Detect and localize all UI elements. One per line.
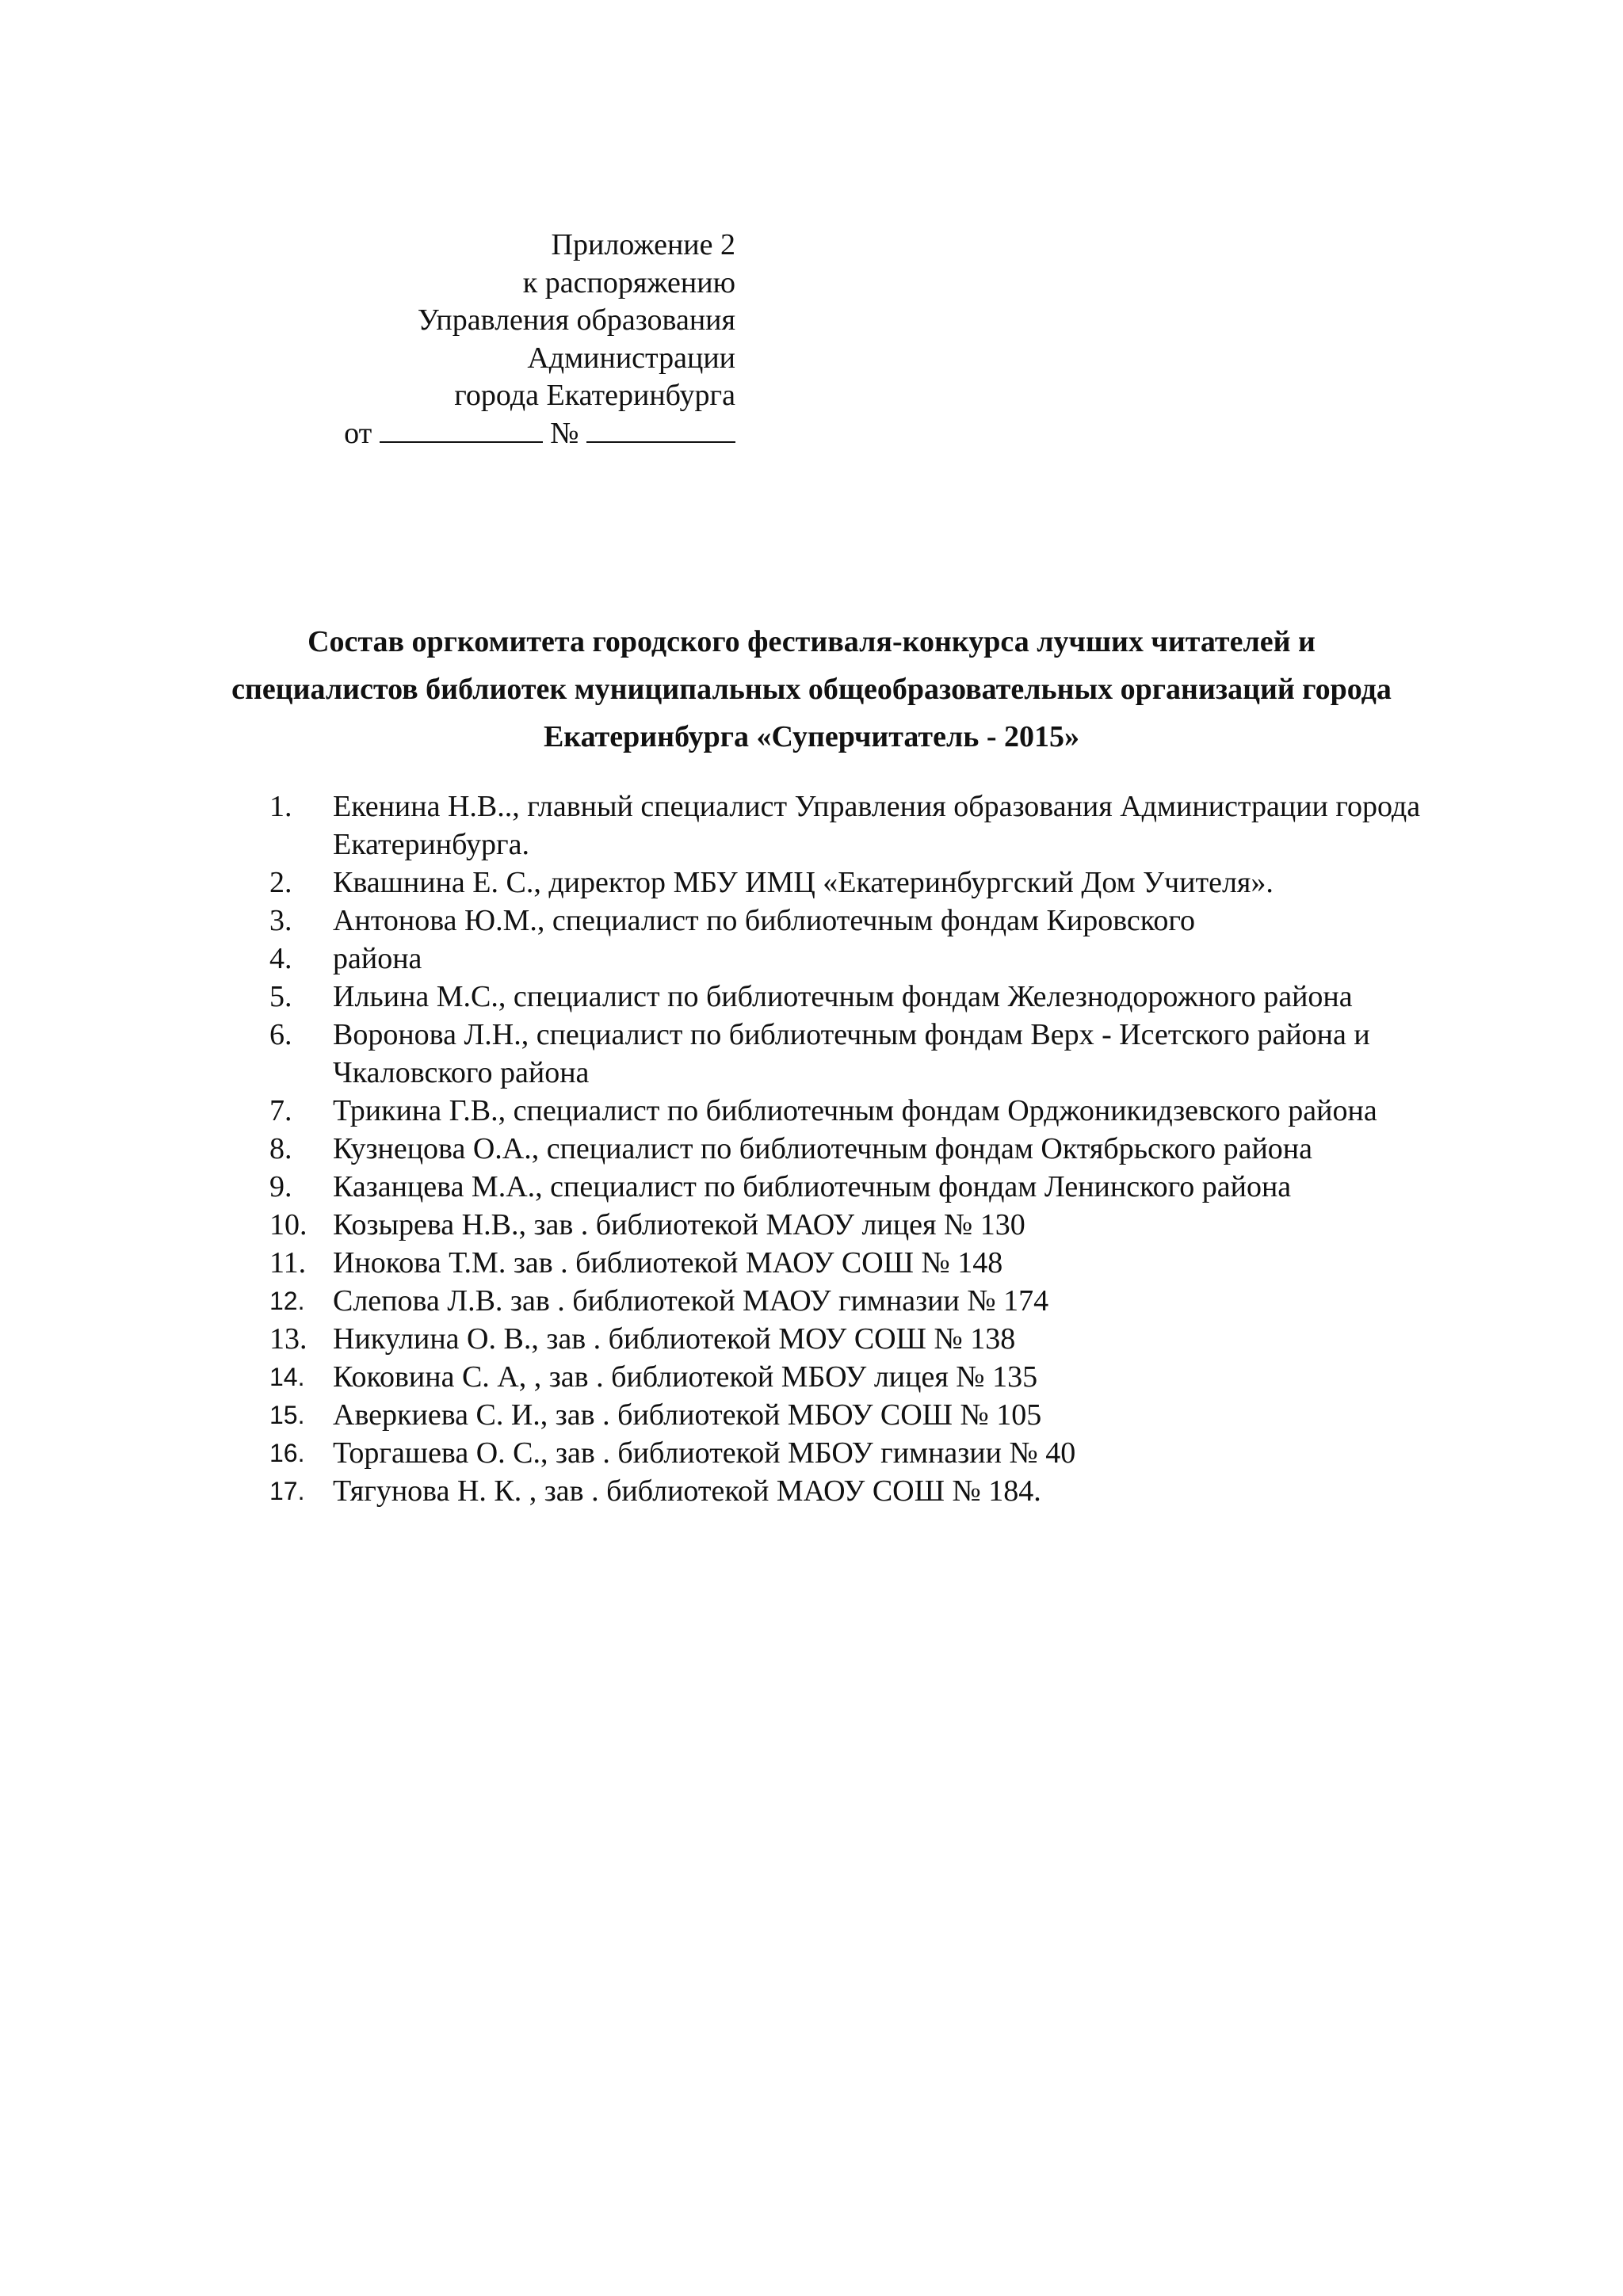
list-item bbox=[269, 1472, 1506, 1510]
item-number: 7. bbox=[269, 1094, 292, 1127]
item-text: Никулина О. В., зав . библиотекой МОУ СОШ № 138 bbox=[333, 1322, 1016, 1356]
list-item bbox=[269, 1396, 1506, 1434]
item-text: Антонова Ю.М., специалист по библиотечным фондам Кировского bbox=[333, 904, 1195, 937]
list-item bbox=[269, 1016, 1506, 1092]
item-number: 17. bbox=[269, 1477, 305, 1505]
appendix-department: Управления образования bbox=[417, 303, 735, 337]
item-number: 8. bbox=[269, 1132, 292, 1165]
item-text: Кузнецова О.А., специалист по библиотечным фондам Октябрьского района bbox=[333, 1132, 1312, 1165]
item-text: Екенина Н.В.., главный специалист Управления образования Администрации города Екатеринбурга. bbox=[333, 790, 1421, 861]
appendix-order-ref: к распоряжению bbox=[522, 265, 735, 299]
item-number: 13. bbox=[269, 1322, 307, 1356]
item-text: Ильина М.С., специалист по библиотечным фондам Железнодорожного района bbox=[333, 980, 1353, 1013]
number-sign: № bbox=[550, 416, 579, 450]
document-title bbox=[158, 618, 1465, 761]
title-line-2: специалистов библиотек муниципальных общеобразовательных организаций города bbox=[231, 673, 1392, 706]
appendix-header bbox=[301, 227, 735, 452]
item-number: 16. bbox=[269, 1439, 305, 1467]
item-text: Слепова Л.В. зав . библиотекой МАОУ гимназии № 174 bbox=[333, 1284, 1049, 1318]
item-number: 3. bbox=[269, 904, 292, 937]
item-text: района bbox=[333, 942, 422, 975]
title-line-1: Состав оргкомитета городского фестиваля-конкурса лучших читателей и bbox=[307, 625, 1316, 658]
item-number: 2. bbox=[269, 866, 292, 899]
list-item bbox=[269, 1206, 1506, 1244]
item-number: 10. bbox=[269, 1208, 307, 1241]
number-blank bbox=[586, 418, 735, 443]
item-text: Козырева Н.В., зав . библиотекой МАОУ лицея № 130 bbox=[333, 1208, 1025, 1241]
item-number: 15. bbox=[269, 1401, 305, 1429]
item-number: 9. bbox=[269, 1170, 292, 1203]
list-item bbox=[269, 1282, 1506, 1320]
item-text: Казанцева М.А., специалист по библиотечным фондам Ленинского района bbox=[333, 1170, 1292, 1203]
item-text: Торгашева О. С., зав . библиотекой МБОУ гимназии № 40 bbox=[333, 1436, 1076, 1470]
item-text: Воронова Л.Н., специалист по библиотечным фондам Верх - Исетского района и Чкаловского района bbox=[333, 1018, 1370, 1089]
item-text: Инокова Т.М. зав . библиотекой МАОУ СОШ № 148 bbox=[333, 1246, 1003, 1280]
list-item bbox=[269, 1092, 1506, 1130]
item-number: 12. bbox=[269, 1287, 305, 1315]
appendix-title: Приложение 2 bbox=[551, 228, 735, 261]
appendix-city: города Екатеринбурга bbox=[454, 379, 735, 412]
date-number-line bbox=[301, 415, 735, 453]
list-item bbox=[269, 864, 1506, 902]
item-text: Квашнина Е. С., директор МБУ ИМЦ «Екатеринбургский Дом Учителя». bbox=[333, 866, 1274, 899]
item-number: 1. bbox=[269, 790, 292, 823]
item-text: Аверкиева С. И., зав . библиотекой МБОУ СОШ № 105 bbox=[333, 1398, 1042, 1432]
item-number: 6. bbox=[269, 1018, 292, 1051]
committee-list bbox=[269, 788, 1506, 1510]
list-item bbox=[269, 940, 1506, 978]
list-item bbox=[269, 1434, 1506, 1472]
title-line-3: Екатеринбурга «Суперчитатель - 2015» bbox=[543, 720, 1080, 753]
appendix-administration: Администрации bbox=[527, 341, 735, 375]
item-number: 4. bbox=[269, 942, 292, 975]
item-number: 5. bbox=[269, 980, 292, 1013]
list-item bbox=[269, 978, 1506, 1016]
from-label: от bbox=[344, 416, 372, 450]
item-text: Трикина Г.В., специалист по библиотечным фондам Орджоникидзевского района bbox=[333, 1094, 1377, 1127]
date-blank bbox=[380, 418, 543, 443]
item-text: Тягунова Н. К. , зав . библиотекой МАОУ СОШ № 184. bbox=[333, 1474, 1041, 1508]
list-item bbox=[269, 1130, 1506, 1168]
list-item bbox=[269, 1168, 1506, 1206]
item-number: 11. bbox=[269, 1246, 307, 1280]
list-item bbox=[269, 1320, 1506, 1358]
list-item bbox=[269, 1358, 1506, 1396]
list-item bbox=[269, 788, 1506, 864]
item-text: Коковина С. А, , зав . библиотекой МБОУ лицея № 135 bbox=[333, 1360, 1038, 1394]
item-number: 14. bbox=[269, 1363, 305, 1391]
list-item bbox=[269, 1244, 1506, 1282]
list-item bbox=[269, 902, 1506, 940]
